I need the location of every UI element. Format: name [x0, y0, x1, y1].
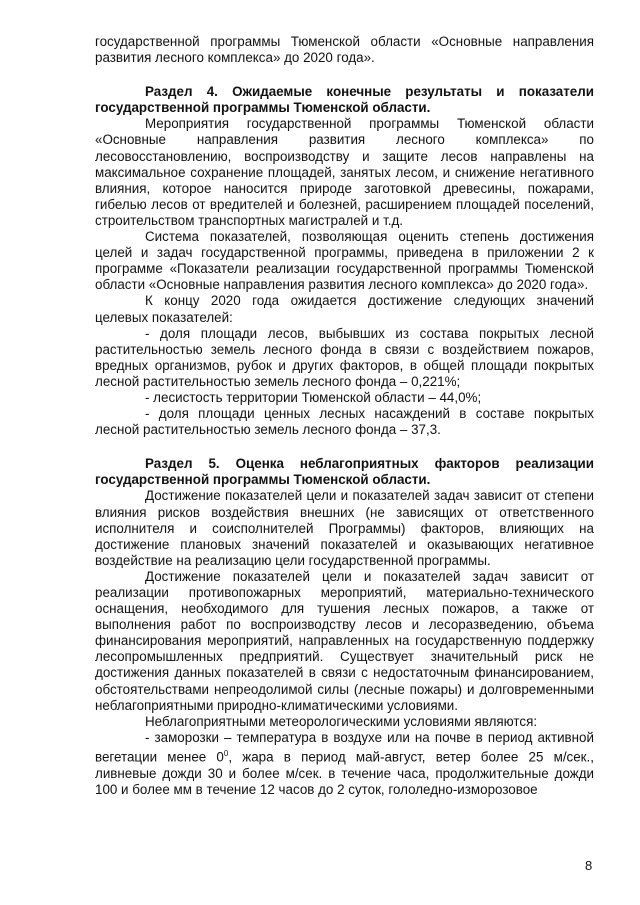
paragraph-5-4-part-a: - заморозки – температура в воздухе или на почве в период активной вегетации менее 0: [95, 729, 594, 765]
page-number: 8: [585, 858, 593, 873]
document-page: [95, 34, 594, 798]
paragraph-4-4: - доля площади лесов, выбывших из состава покрытых лесной растительностью земель лесного фонда в связи с воздействием пожаров, вредных организмов, рубок и других факторов, в общей площади покрытых лесной растительностью земель лесного фонда – 0,221%;: [95, 325, 594, 389]
paragraph-4-1: Мероприятия государственной программы Тюменской области «Основные направления развития лесного комплекса» по лесовосстановлению, воспроизводству и защите лесов направлены на максимальное сохранение площадей, занятых лесом, и снижение негативного влияния, которое наносится природе заготовкой древесины, пожарами, гибелью лесов от вредителей и болезней, расширением площадей поселений, строительством транспортных магистралей и т.д.: [95, 116, 594, 228]
paragraph-4-6: - доля площади ценных лесных насаждений в составе покрытых лесной растительностью земель лесного фонда – 37,3.: [95, 406, 594, 438]
section-4-heading: Раздел 4. Ожидаемые конечные результаты и показатели государственной программы Тюменской области.: [95, 84, 594, 116]
paragraph-5-4-part-b: , жара в период май-август, ветер более 25 м/сек., ливневые дожди 30 и более м/сек. в течение часа, продолжительные дожди 100 и более мм в течение 12 часов до 2 суток, гололедно-изморозовое: [95, 749, 594, 797]
degree-superscript: 0: [223, 748, 229, 758]
paragraph-5-3: Неблагоприятными метеорологическими условиями являются:: [145, 713, 538, 729]
section-5-heading: Раздел 5. Оценка неблагоприятных факторов реализации государственной программы Тюменской области.: [95, 456, 594, 488]
paragraph-4-2: Система показателей, позволяющая оценить степень достижения целей и задач государственной программы, приведена в приложении 2 к программе «Показатели реализации государственной программы Тюменской области «Основные направления развития лесного комплекса» до 2020 года».: [95, 229, 594, 293]
paragraph-4-5: - лесистость территории Тюменской области – 44,0%;: [145, 389, 482, 405]
paragraph-5-4: [95, 730, 594, 798]
paragraph-4-3: К концу 2020 года ожидается достижение следующих значений целевых показателей:: [95, 293, 594, 325]
paragraph-5-2: Достижение показателей цели и показателей задач зависит от реализации противопожарных мероприятий, материально-технического оснащения, необходимого для тушения лесных пожаров, а также от выполнения работ по воспроизводству лесов и лесоразведению, объема финансирования мероприятий, направленных на государственную поддержку лесопромышленных предприятий. Существует значительный риск не достижения данных показателей в связи с недостаточным финансированием, обстоятельствами непреодолимой силы (лесные пожары) и долговременными неблагоприятными природно-климатическими условиями.: [95, 568, 594, 713]
paragraph-5-1: Достижение показателей цели и показателей задач зависит от степени влияния рисков воздействия внешних (не зависящих от ответственного исполнителя и соисполнителей Программы) факторов, влияющих на достижение плановых значений показателей и оказывающих негативное воздействие на реализацию цели государственной программы.: [95, 488, 594, 568]
paragraph-intro: государственной программы Тюменской области «Основные направления развития лесного комплекса» до 2020 года».: [95, 34, 594, 66]
